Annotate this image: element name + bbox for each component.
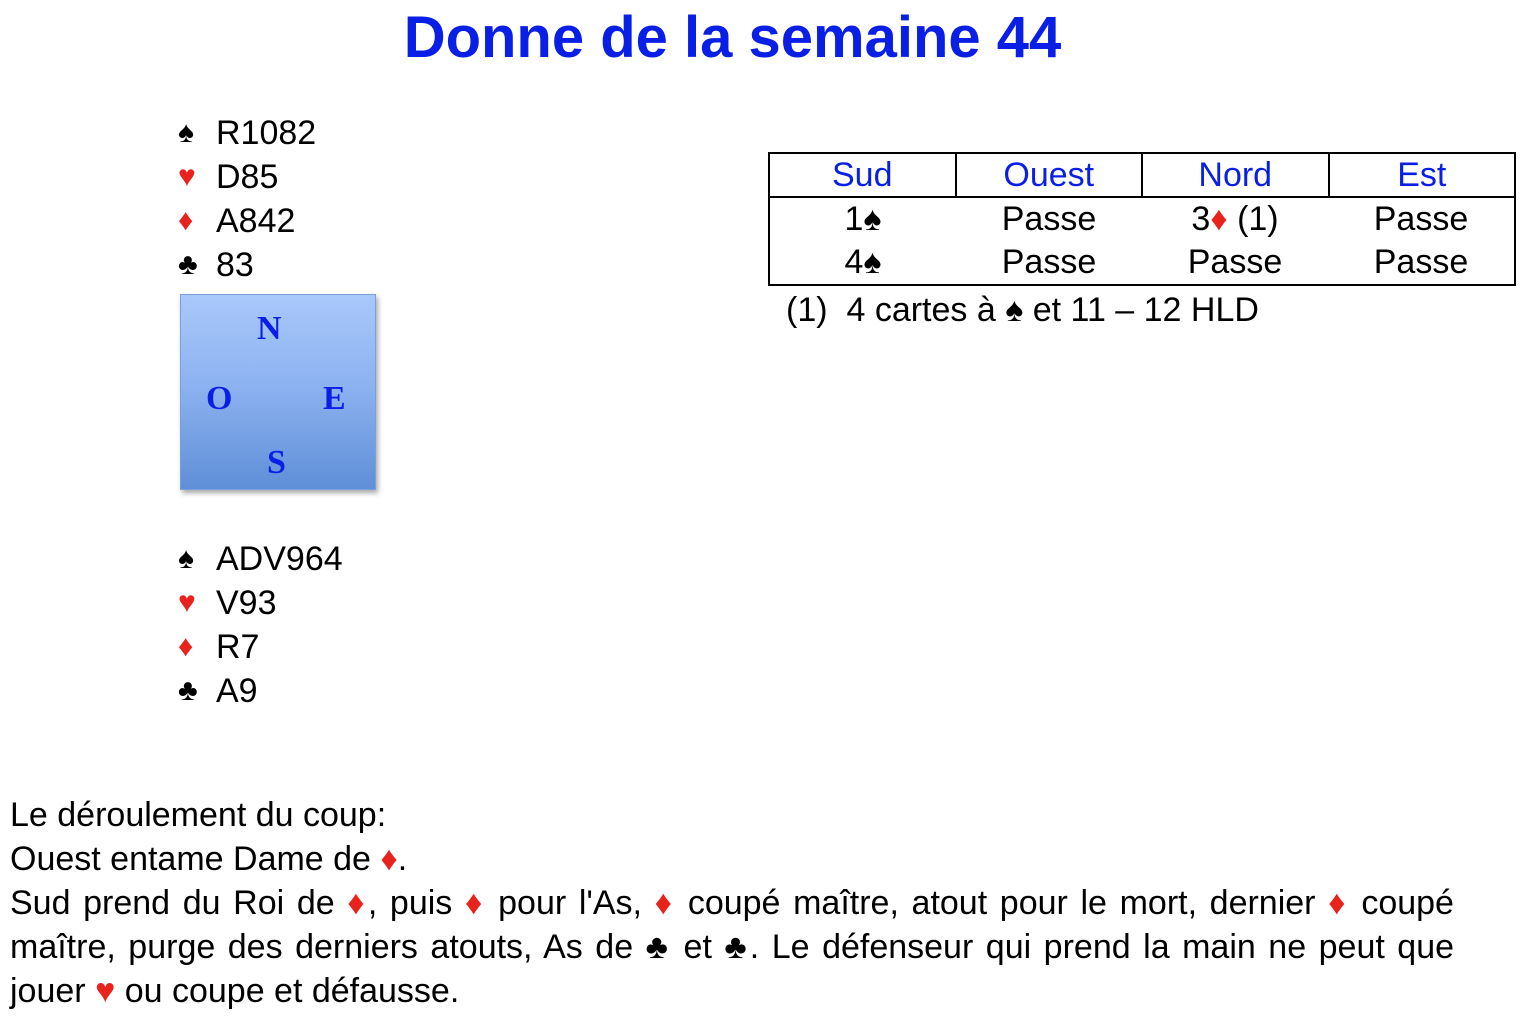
bidding-header-row <box>770 154 1514 198</box>
diamond-icon: ♦ <box>347 884 368 922</box>
spade-icon: ♠ <box>863 200 882 238</box>
header-sud: Sud <box>770 154 957 196</box>
south-hearts-line <box>178 581 343 625</box>
narrative-text: Sud prend du Roi de <box>10 884 335 922</box>
south-diamonds: R7 <box>216 628 260 666</box>
bid-level: 3 <box>1191 200 1211 238</box>
south-hand <box>178 537 343 713</box>
narrative-text: coupé maître, purge des derniers atouts, As de <box>10 884 1454 966</box>
north-spades: R1082 <box>216 114 317 152</box>
bid-sud <box>770 241 956 284</box>
spade-icon: ♠ <box>863 243 882 281</box>
bid-nord: Passe <box>1187 243 1283 281</box>
bid-sud <box>770 198 956 241</box>
narrative-text: et <box>683 928 712 966</box>
diamond-icon: ♦ <box>654 884 676 922</box>
header-nord: Nord <box>1143 154 1330 196</box>
header-ouest: Ouest <box>957 154 1144 196</box>
bid-nord <box>1142 198 1328 241</box>
narrative-text: , puis <box>367 884 453 922</box>
diamond-icon: ♦ <box>1328 884 1349 922</box>
narrative-text: . <box>397 840 408 878</box>
north-diamonds-line <box>178 199 316 243</box>
heart-icon: ♥ <box>95 972 116 1010</box>
narrative-text: ou coupe et défausse. <box>124 972 460 1010</box>
north-hearts-line <box>178 155 316 199</box>
bid-note-marker: (1) <box>1237 200 1279 238</box>
compass-west: O <box>206 380 233 417</box>
narrative-text: Ouest entame Dame de <box>10 840 371 878</box>
north-spades-line <box>178 111 316 155</box>
compass-east: E <box>323 380 346 417</box>
diamond-icon: ♦ <box>1210 200 1228 238</box>
narrative-play <box>10 881 1454 1013</box>
narrative-text: pour l'As, <box>498 884 642 922</box>
bidding-row <box>770 241 1514 284</box>
club-icon: ♣ <box>724 928 750 966</box>
south-clubs-line <box>178 669 343 713</box>
bidding-table <box>768 152 1516 286</box>
bid-ouest: Passe <box>1001 243 1097 281</box>
heart-icon: ♥ <box>178 160 196 193</box>
play-description <box>10 793 1454 1013</box>
footnote-text-before: 4 cartes à <box>846 291 996 329</box>
diamond-icon: ♦ <box>380 840 398 878</box>
south-spades-line <box>178 537 343 581</box>
north-clubs: 83 <box>216 246 254 284</box>
club-icon: ♣ <box>645 928 672 966</box>
bid-level: 4 <box>844 243 864 281</box>
narrative-text: coupé maître, atout pour le mort, dernier <box>687 884 1316 922</box>
south-clubs: A9 <box>216 672 258 710</box>
footnote-marker: (1) <box>786 291 828 329</box>
bid-level: 1 <box>844 200 864 238</box>
narrative-heading: Le déroulement du coup: <box>10 796 387 834</box>
compass-box <box>180 294 376 490</box>
narrative-lead <box>10 837 1454 881</box>
spade-icon: ♠ <box>1005 291 1024 329</box>
club-icon: ♣ <box>178 248 198 281</box>
bid-est: Passe <box>1373 200 1469 238</box>
spade-icon: ♠ <box>178 542 194 575</box>
bidding-footnote <box>786 288 1259 332</box>
north-diamonds: A842 <box>216 202 296 240</box>
compass-south: S <box>267 444 286 481</box>
north-clubs-line <box>178 243 316 287</box>
bidding-row <box>770 198 1514 241</box>
north-hand <box>178 111 316 287</box>
bid-est: Passe <box>1373 243 1469 281</box>
footnote-text-after: et 11 – 12 HLD <box>1032 291 1259 329</box>
page-title: Donne de la semaine 44 <box>403 5 1062 70</box>
header-est: Est <box>1397 156 1447 194</box>
south-diamonds-line <box>178 625 343 669</box>
diamond-icon: ♦ <box>464 884 486 922</box>
south-hearts: V93 <box>216 584 277 622</box>
club-icon: ♣ <box>178 674 198 707</box>
bid-ouest: Passe <box>1001 200 1097 238</box>
heart-icon: ♥ <box>178 586 196 619</box>
diamond-icon: ♦ <box>178 204 194 237</box>
south-spades: ADV964 <box>216 540 343 578</box>
diamond-icon: ♦ <box>178 630 194 663</box>
spade-icon: ♠ <box>178 116 194 149</box>
north-hearts: D85 <box>216 158 279 196</box>
compass-north: N <box>257 310 282 347</box>
narrative-text: . Le défenseur qui prend la main ne peut que jouer <box>10 928 1455 1010</box>
